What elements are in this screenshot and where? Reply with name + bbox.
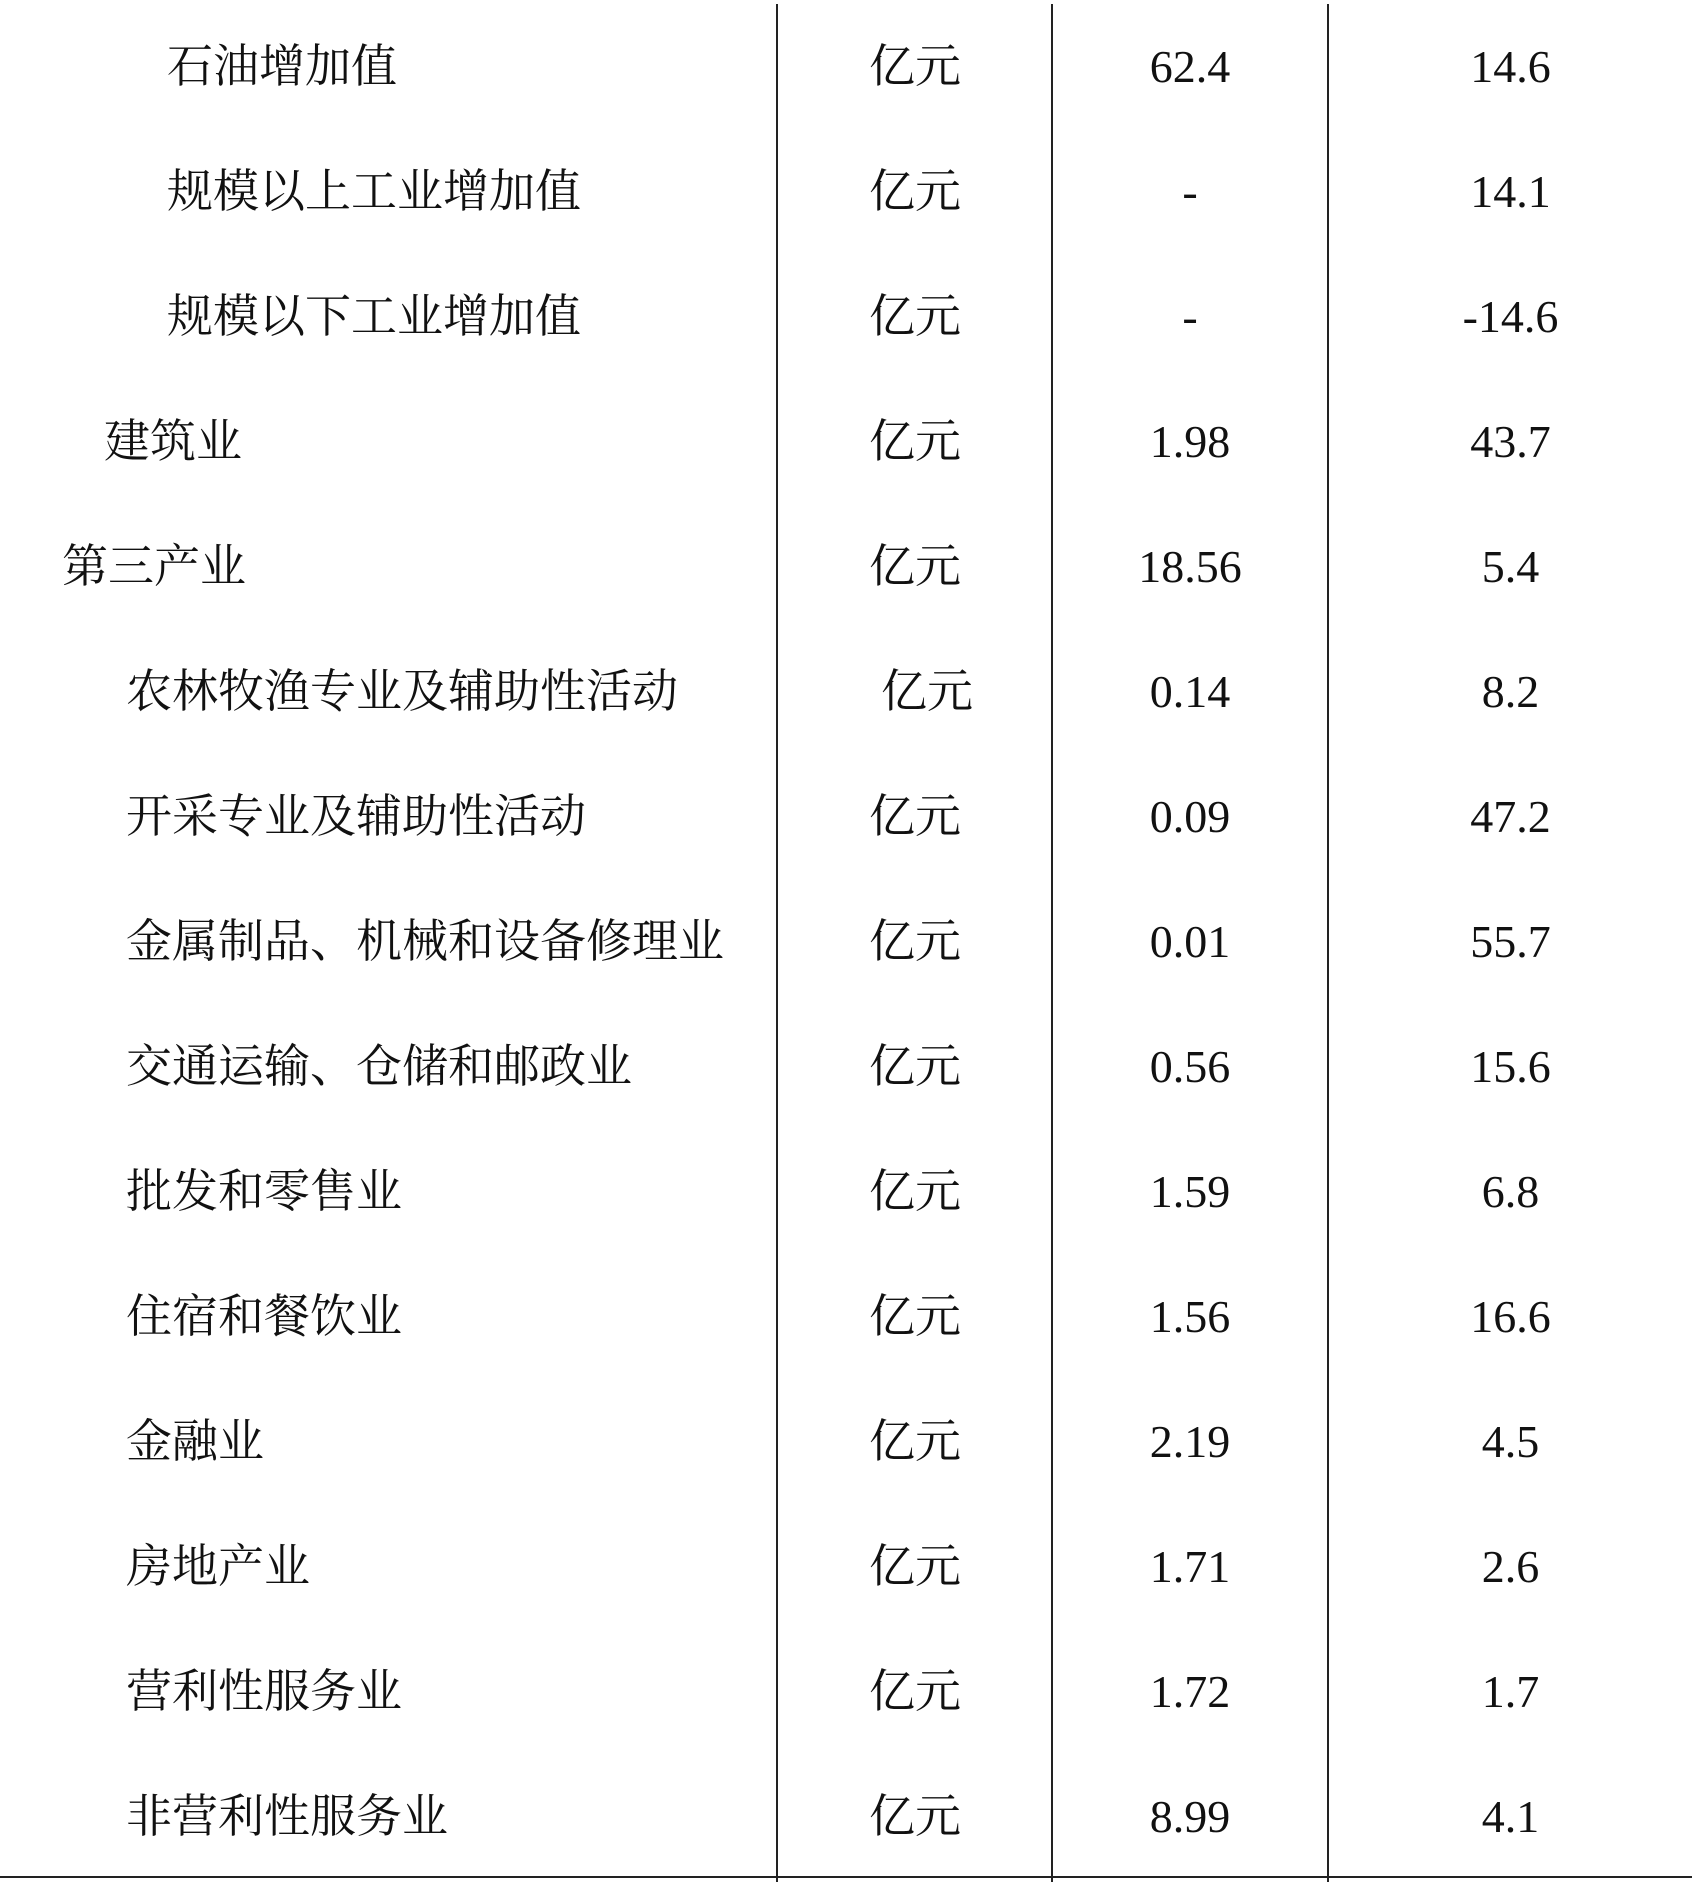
row-unit: 亿元 — [869, 1039, 961, 1093]
table-row — [0, 879, 1692, 1004]
row-growth: 4.1 — [1481, 1791, 1540, 1842]
row-label: 规模以上工业增加值 — [167, 164, 581, 218]
row-unit: 亿元 — [869, 289, 961, 343]
table-row — [0, 1754, 1692, 1879]
row-value: 1.98 — [1149, 416, 1231, 467]
table-row — [0, 254, 1692, 379]
row-growth: 6.8 — [1481, 1166, 1540, 1217]
row-unit: 亿元 — [869, 1164, 961, 1218]
table-row — [0, 4, 1692, 129]
row-growth: 47.2 — [1470, 791, 1551, 842]
row-unit: 亿元 — [869, 1289, 961, 1343]
row-value: - — [1182, 291, 1198, 342]
row-label: 石油增加值 — [167, 39, 397, 93]
row-growth: 2.6 — [1481, 1541, 1540, 1592]
table-row — [0, 1129, 1692, 1254]
row-unit: 亿元 — [869, 1789, 961, 1843]
row-unit: 亿元 — [869, 164, 961, 218]
row-unit: 亿元 — [869, 1539, 961, 1593]
row-value: 18.56 — [1138, 541, 1242, 592]
row-label: 交通运输、仓储和邮政业 — [126, 1039, 632, 1093]
row-label: 规模以下工业增加值 — [167, 289, 581, 343]
row-value: 62.4 — [1149, 41, 1231, 92]
table-row — [0, 379, 1692, 504]
row-value: 1.59 — [1149, 1166, 1231, 1217]
row-value: 0.01 — [1149, 916, 1231, 967]
row-label: 非营利性服务业 — [126, 1789, 448, 1843]
row-value: 2.19 — [1149, 1416, 1231, 1467]
row-label: 金属制品、机械和设备修理业 — [126, 914, 724, 968]
row-unit: 亿元 — [869, 539, 961, 593]
row-growth: 16.6 — [1470, 1291, 1551, 1342]
row-unit: 亿元 — [869, 1414, 961, 1468]
row-value: 0.14 — [1149, 666, 1231, 717]
row-value: 8.99 — [1149, 1791, 1231, 1842]
table-row — [0, 504, 1692, 629]
row-value: 0.56 — [1149, 1041, 1231, 1092]
row-value: - — [1182, 166, 1198, 217]
table-row — [0, 1254, 1692, 1379]
table-row — [0, 629, 1692, 754]
row-growth: 8.2 — [1481, 666, 1540, 717]
row-unit: 亿元 — [881, 664, 973, 718]
table-row — [0, 1629, 1692, 1754]
table-row — [0, 1004, 1692, 1129]
row-label: 建筑业 — [104, 414, 242, 468]
row-label: 营利性服务业 — [126, 1664, 402, 1718]
row-growth: -14.6 — [1462, 291, 1559, 342]
row-growth: 5.4 — [1481, 541, 1540, 592]
row-label: 农林牧渔专业及辅助性活动 — [126, 664, 678, 718]
row-value: 1.72 — [1149, 1666, 1231, 1717]
row-label: 第三产业 — [62, 539, 246, 593]
table-row — [0, 1379, 1692, 1504]
row-unit: 亿元 — [869, 414, 961, 468]
row-growth: 15.6 — [1470, 1041, 1551, 1092]
row-unit: 亿元 — [869, 1664, 961, 1718]
table-row — [0, 1504, 1692, 1629]
row-label: 住宿和餐饮业 — [126, 1289, 402, 1343]
row-value: 1.56 — [1149, 1291, 1231, 1342]
row-unit: 亿元 — [869, 914, 961, 968]
row-unit: 亿元 — [869, 789, 961, 843]
row-label: 批发和零售业 — [126, 1164, 402, 1218]
row-value: 1.71 — [1149, 1541, 1231, 1592]
row-growth: 55.7 — [1470, 916, 1551, 967]
table-row — [0, 754, 1692, 879]
row-unit: 亿元 — [869, 39, 961, 93]
row-growth: 14.1 — [1470, 166, 1551, 217]
row-growth: 14.6 — [1470, 41, 1551, 92]
table-row — [0, 129, 1692, 254]
row-label: 金融业 — [126, 1414, 264, 1468]
row-value: 0.09 — [1149, 791, 1231, 842]
row-growth: 4.5 — [1481, 1416, 1540, 1467]
row-label: 开采专业及辅助性活动 — [126, 789, 586, 843]
row-growth: 43.7 — [1470, 416, 1551, 467]
row-label: 房地产业 — [126, 1539, 310, 1593]
row-growth: 1.7 — [1481, 1666, 1540, 1717]
